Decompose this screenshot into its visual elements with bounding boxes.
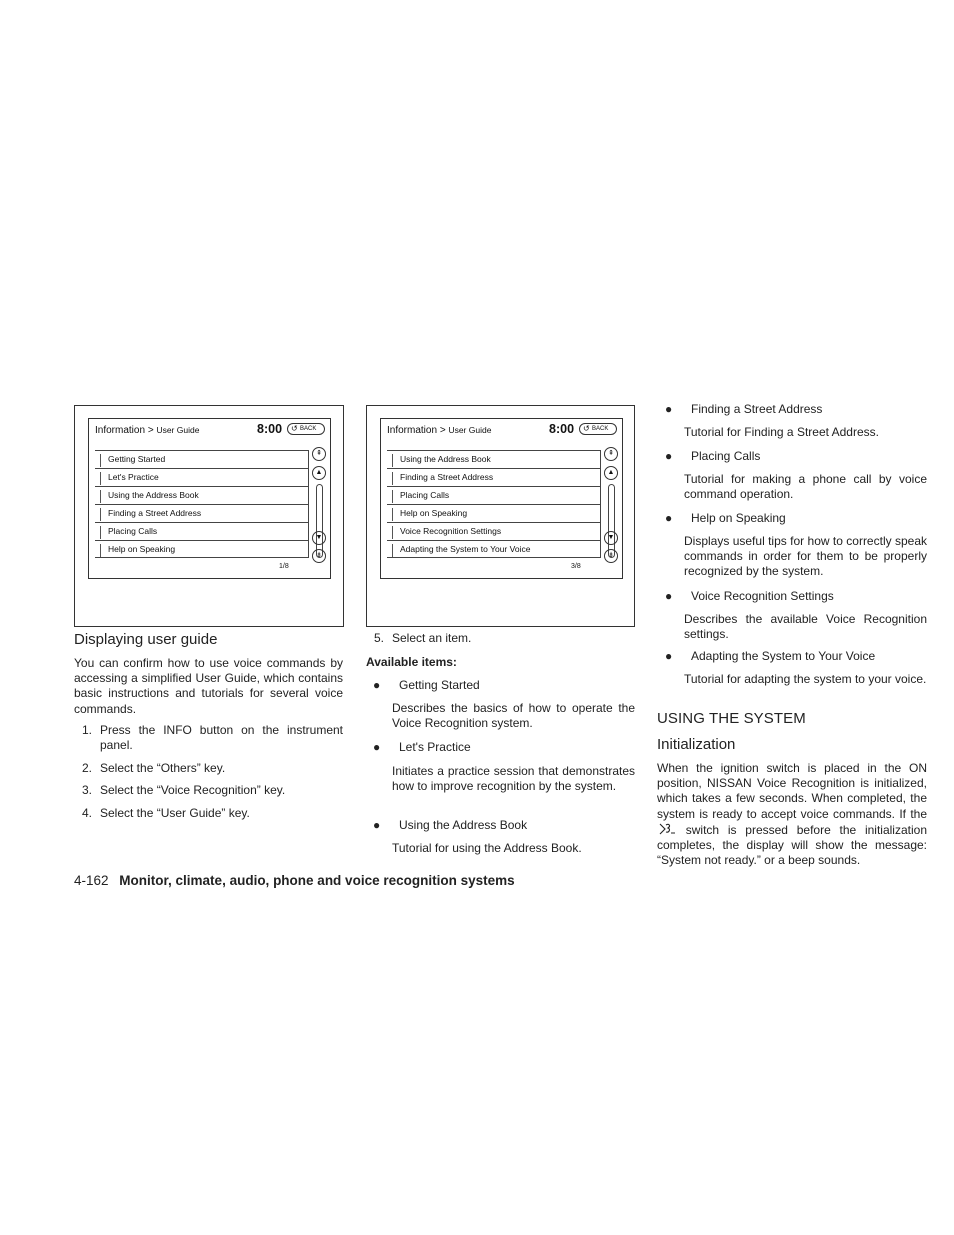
menu-item[interactable]: Adapting the System to Your Voice [387, 540, 601, 558]
menu-item[interactable]: Voice Recognition Settings [387, 522, 601, 540]
menu-item[interactable]: Using the Address Book [387, 450, 601, 468]
figure-user-guide-page-3 [366, 405, 635, 627]
back-button[interactable] [579, 423, 617, 435]
screen-display [380, 418, 623, 579]
bullet-dot: ● [665, 402, 673, 416]
screen-title-separator: > [439, 425, 446, 436]
step-text: Press the INFO button on the instrument panel. [100, 723, 343, 753]
back-label: BACK [592, 426, 609, 432]
bullet-description: Tutorial for making a phone call by voice command operation. [684, 472, 927, 502]
screen-title [95, 425, 199, 436]
scrollbar[interactable] [608, 484, 615, 558]
back-arrow-icon: ↺ [583, 424, 590, 433]
bullet-description: Tutorial for adapting the system to your voice. [684, 672, 927, 686]
scrollbar[interactable] [316, 484, 323, 558]
menu-item[interactable]: Finding a Street Address [387, 468, 601, 486]
bullet-title: Adapting the System to Your Voice [691, 649, 876, 663]
menu-item[interactable]: Placing Calls [95, 522, 309, 540]
bullet-title: Placing Calls [691, 449, 761, 463]
back-button[interactable] [287, 423, 325, 435]
step-item [374, 631, 635, 646]
bullet-title: Getting Started [399, 678, 480, 692]
bullet-title: Finding a Street Address [691, 402, 823, 416]
bullet-item [373, 678, 635, 693]
scroll-down-icon[interactable]: ▼ [604, 531, 618, 545]
menu-item[interactable]: Using the Address Book [95, 486, 309, 504]
intro-paragraph: You can confirm how to use voice commands by accessing a simplified User Guide, which contains basic instructions and tutorials for several voice commands. [74, 656, 343, 716]
screen-title-sub: User Guide [448, 425, 492, 435]
initialization-text-part-1: When the ignition switch is placed in the ON position, NISSAN Voice Recognition is initialized, which takes a few seconds. When completed, the system is ready to accept voice commands. If the [657, 761, 927, 821]
page-number: 4-162 [74, 873, 109, 888]
bullet-item [373, 818, 635, 833]
heading-initialization: Initialization [657, 736, 736, 753]
screen-title [387, 425, 491, 436]
bullet-dot: ● [665, 589, 673, 603]
screen-title-separator: > [147, 425, 154, 436]
scroll-up-icon[interactable]: ▲ [604, 466, 618, 480]
bullet-item [665, 649, 927, 664]
chapter-title: Monitor, climate, audio, phone and voice recognition systems [119, 873, 515, 888]
step-number: 2. [82, 761, 93, 775]
bullet-title: Help on Speaking [691, 511, 786, 525]
bullet-dot: ● [373, 818, 381, 832]
bullet-description: Displays useful tips for how to correctly speak commands in order for them to be properly recognized by the system. [684, 534, 927, 579]
page-up-icon[interactable]: ⇞ [312, 447, 326, 461]
page-down-icon[interactable]: ⇟ [604, 549, 618, 563]
page-footer [74, 873, 515, 888]
screen-title-sub: User Guide [156, 425, 200, 435]
page-down-icon[interactable]: ⇟ [312, 549, 326, 563]
bullet-item [665, 511, 927, 526]
menu-item[interactable]: Help on Speaking [95, 540, 309, 558]
initialization-paragraph [657, 761, 927, 868]
menu-item[interactable]: Let's Practice [95, 468, 309, 486]
scroll-up-icon[interactable]: ▲ [312, 466, 326, 480]
bullet-title: Voice Recognition Settings [691, 589, 834, 603]
menu-item[interactable]: Getting Started [95, 450, 309, 468]
step-text: Select an item. [392, 631, 472, 645]
step-text: Select the “User Guide” key. [100, 806, 250, 820]
page-indicator: 1/8 [279, 563, 289, 570]
bullet-dot: ● [665, 649, 673, 663]
step-number: 4. [82, 806, 93, 820]
bullet-dot: ● [665, 511, 673, 525]
menu-list [95, 450, 309, 558]
step-item [82, 783, 343, 798]
bullet-item [665, 449, 927, 464]
back-arrow-icon: ↺ [291, 424, 298, 433]
heading-displaying-user-guide: Displaying user guide [74, 631, 218, 648]
bullet-description: Describes the available Voice Recognition settings. [684, 612, 927, 642]
scroll-down-icon[interactable]: ▼ [312, 531, 326, 545]
step-text: Select the “Voice Recognition” key. [100, 783, 286, 797]
menu-item[interactable]: Placing Calls [387, 486, 601, 504]
bullet-dot: ● [665, 449, 673, 463]
section-heading-using-the-system: USING THE SYSTEM [657, 710, 806, 727]
bullet-dot: ● [373, 740, 381, 754]
screen-display [88, 418, 331, 579]
bullet-description: Describes the basics of how to operate the Voice Recognition system. [392, 701, 635, 731]
back-label: BACK [300, 426, 317, 432]
screen-clock: 8:00 [549, 422, 575, 436]
page-indicator: 3/8 [571, 563, 581, 570]
menu-item[interactable]: Finding a Street Address [95, 504, 309, 522]
bullet-description: Initiates a practice session that demonstrates how to improve recognition by the system. [392, 764, 635, 794]
screen-title-main: Information [95, 425, 146, 436]
step-number: 3. [82, 783, 93, 797]
bullet-item [373, 740, 635, 755]
bullet-description: Tutorial for using the Address Book. [392, 841, 582, 855]
figure-user-guide-page-1 [74, 405, 344, 627]
page-up-icon[interactable]: ⇞ [604, 447, 618, 461]
screen-title-main: Information [387, 425, 438, 436]
step-item [82, 761, 343, 776]
step-item [82, 723, 343, 753]
bullet-item [665, 402, 927, 417]
step-item [82, 806, 343, 821]
bullet-item [665, 589, 927, 604]
bullet-title: Let's Practice [399, 740, 471, 754]
step-number: 1. [82, 723, 93, 737]
initialization-text-part-2: switch is pressed before the initialization completes, the display will show the message: “System not ready.” or a beep sounds. [657, 822, 927, 868]
bullet-description: Tutorial for Finding a Street Address. [684, 425, 879, 439]
available-items-label: Available items: [366, 655, 457, 669]
step-text: Select the “Others” key. [100, 761, 226, 775]
talk-switch-icon [657, 822, 677, 836]
menu-item[interactable]: Help on Speaking [387, 504, 601, 522]
screen-clock: 8:00 [257, 422, 283, 436]
step-number: 5. [374, 631, 385, 645]
bullet-title: Using the Address Book [399, 818, 528, 832]
menu-list [387, 450, 601, 558]
bullet-dot: ● [373, 678, 381, 692]
